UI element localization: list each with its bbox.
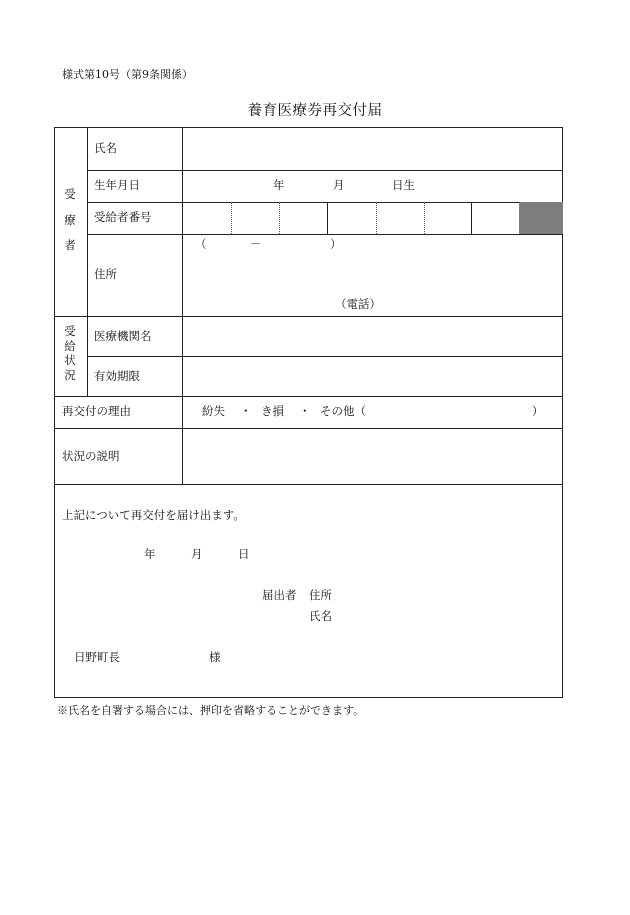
declaration-day-unit: 日 — [238, 547, 250, 561]
addressee-honorific: 様 — [209, 650, 221, 664]
birthdate-field[interactable] — [183, 171, 562, 202]
footnote: ※氏名を自署する場合には、押印を省略することができます。 — [57, 704, 365, 717]
validity-field[interactable] — [183, 357, 562, 396]
rule-group-divider — [87, 127, 88, 396]
submitter-name-field[interactable] — [340, 606, 555, 626]
reason-option-damaged[interactable]: き損 — [261, 404, 284, 418]
benefit-group-label: 受 給 状 況 — [64, 324, 76, 382]
rule-explanation-bottom — [54, 484, 563, 485]
reason-label: 再交付の理由 — [62, 404, 131, 418]
submitter-address-field[interactable] — [340, 585, 555, 605]
recipient-number-field[interactable] — [183, 203, 518, 234]
reason-separator-2: ・ — [299, 404, 311, 418]
birthdate-label: 生年月日 — [94, 178, 140, 192]
recipient-group-label: 受 療 者 — [64, 187, 76, 252]
explanation-label: 状況の説明 — [62, 449, 120, 463]
explanation-field[interactable] — [183, 429, 562, 484]
validity-label: 有効期限 — [94, 369, 140, 383]
declaration-year-unit: 年 — [144, 547, 156, 561]
phone-area-close: ） — [330, 237, 342, 251]
form-number: 様式第10号（第9条関係） — [62, 68, 193, 81]
reason-option-lost[interactable]: 紛失 — [202, 404, 225, 418]
birth-day-unit: 日生 — [392, 178, 415, 192]
submitter-address-label: 住所 — [309, 588, 332, 602]
reason-other-close: ） — [532, 404, 544, 418]
addressee: 日野町長 — [74, 650, 120, 664]
declaration-statement: 上記について再交付を届け出ます。 — [62, 508, 245, 522]
other-reason-field[interactable] — [366, 397, 532, 428]
document-title: 養育医療券再交付届 — [247, 103, 383, 119]
recipient-number-label: 受給者番号 — [94, 210, 152, 224]
phone-area-open: （ — [195, 237, 207, 251]
birth-month-unit: 月 — [333, 178, 345, 192]
institution-label: 医療機関名 — [94, 329, 152, 343]
phone-dash: － — [250, 237, 262, 251]
institution-field[interactable] — [183, 317, 562, 356]
reason-separator-1: ・ — [240, 404, 252, 418]
reason-option-other[interactable]: その他（ — [320, 404, 366, 418]
submitter-label: 届出者 — [262, 588, 297, 602]
submitter-name-label: 氏名 — [309, 609, 332, 623]
birth-year-unit: 年 — [273, 178, 285, 192]
address-label: 住所 — [94, 267, 117, 281]
declaration-month-unit: 月 — [191, 547, 203, 561]
phone-label: （電話） — [335, 297, 381, 311]
name-field[interactable] — [183, 128, 562, 170]
name-label: 氏名 — [94, 141, 117, 155]
number-check-digit-cell — [519, 202, 563, 234]
